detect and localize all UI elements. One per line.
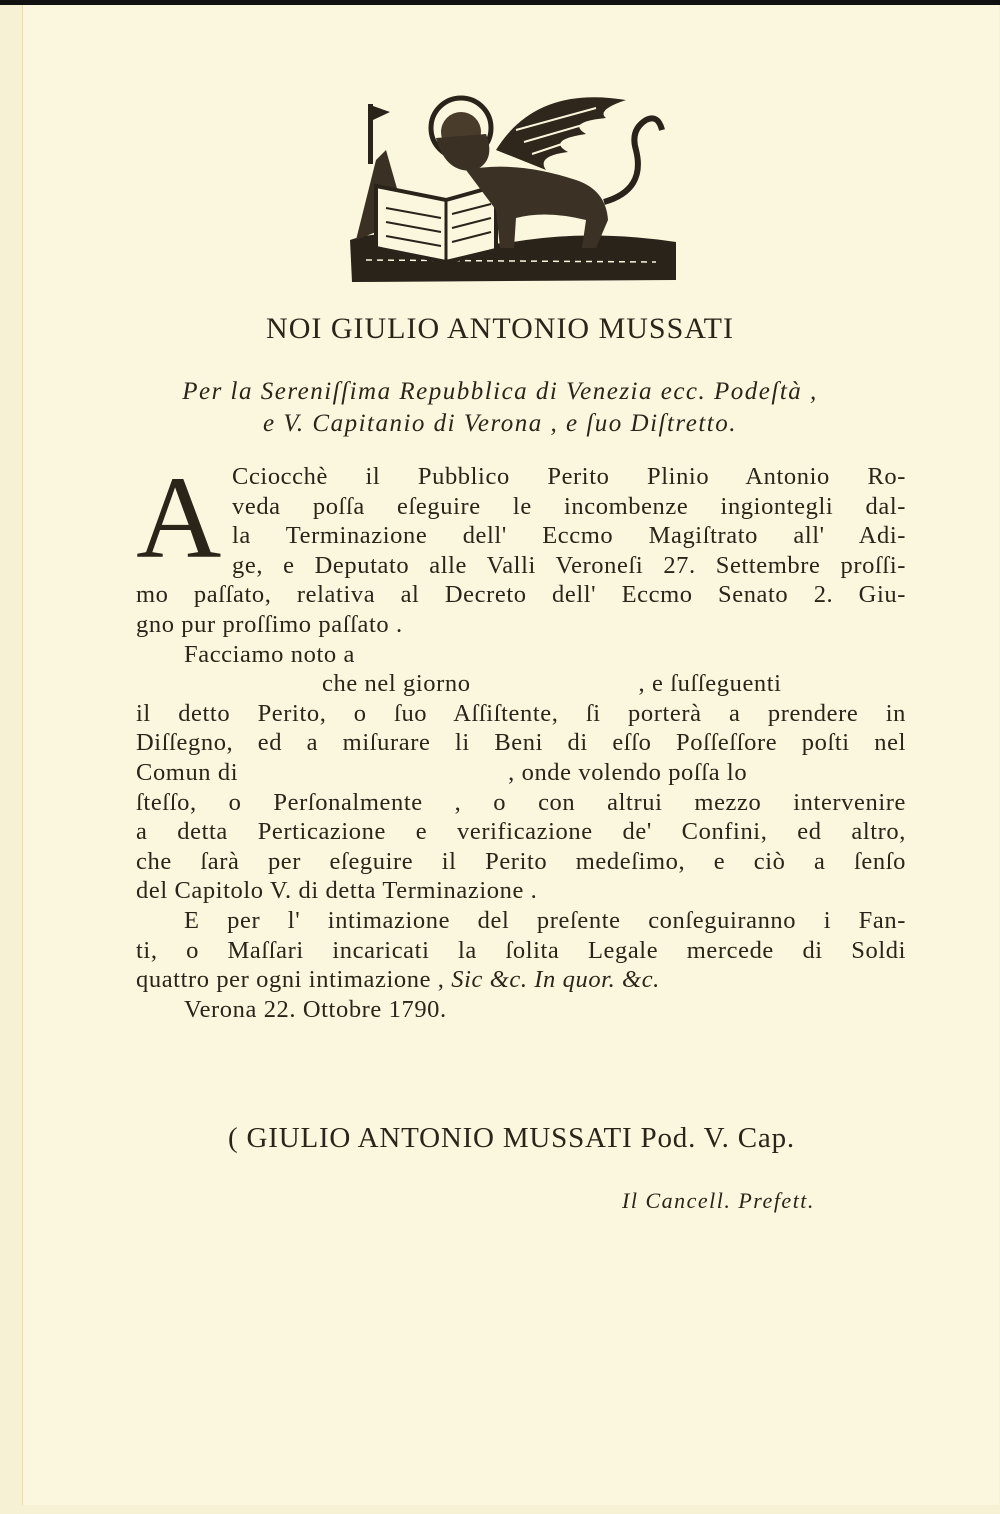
body-line: Diſſegno, ed a miſurare li Beni di eſſo Poſſeſſore poſti nel <box>136 729 906 757</box>
subtitle-line-2: e V. Capitanio di Verona , e ſuo Diſtretto. <box>263 410 737 437</box>
formula-text: Sic &c. In quor. &c. <box>451 966 660 994</box>
giorno-text-b: , e ſuſſeguenti <box>638 670 782 698</box>
body-line: E per l' intimazione del preſente conſeguiranno i Fan- <box>184 906 906 934</box>
body-line: mo paſſato, relativa al Decreto dell' Eccmo Senato 2. Giu- <box>136 581 906 609</box>
comun-line <box>136 758 906 788</box>
chancellor-line: Il Cancell. Prefett. <box>622 1188 815 1213</box>
closing-line <box>136 965 906 995</box>
winged-lion-icon <box>346 90 682 286</box>
comun-text-b: , onde volendo poſſa lo <box>508 758 748 786</box>
drop-cap: A <box>136 452 222 583</box>
closing-text: quattro per ogni intimazione , <box>136 966 445 994</box>
giorno-text-a: che nel giorno <box>322 670 471 698</box>
body-line: a detta Perticazione e verificazione de' Confini, ed altro, <box>136 818 906 846</box>
body-line: Cciocchè il Pubblico Perito Plinio Antonio Ro- <box>232 463 906 490</box>
date-line: Verona 22. Ottobre 1790. <box>184 995 447 1023</box>
body-line: la Terminazione dell' Eccmo Magiſtrato all' Adi- <box>232 522 906 550</box>
signature-line: ( GIULIO ANTONIO MUSSATI Pod. V. Cap. <box>228 1122 795 1154</box>
body-line: gno pur proſſimo paſſato . <box>136 610 403 638</box>
lion-emblem <box>346 90 682 286</box>
body-line: che ſarà per eſeguire il Perito medeſimo, e ciò a ſenſo <box>136 847 906 875</box>
facciamo-line: Facciamo noto a <box>184 640 355 668</box>
proclamation-body <box>136 452 906 1024</box>
body-line: ſteſſo, o Perſonalmente , o con altrui mezzo intervenire <box>136 788 906 816</box>
body-line: il detto Perito, o ſuo Aſſiſtente, ſi porterà a prendere in <box>136 699 906 727</box>
body-line: veda poſſa eſeguire le incombenze ingiontegli dal- <box>232 492 906 520</box>
subtitle-line-1: Per la Sereniſſima Repubblica di Venezia ecc. Podeſtà , <box>182 378 818 405</box>
proclamation-title: NOI GIULIO ANTONIO MUSSATI <box>266 312 734 345</box>
body-line: ti, o Maſſari incaricati la ſolita Legale mercede di Soldi <box>136 936 906 964</box>
giorno-line <box>136 669 906 699</box>
comun-text-a: Comun di <box>136 758 239 786</box>
body-line: del Capitolo V. di detta Terminazione . <box>136 877 538 905</box>
body-line: ge, e Deputato alle Valli Veroneſi 27. Settembre proſſi- <box>232 551 906 579</box>
